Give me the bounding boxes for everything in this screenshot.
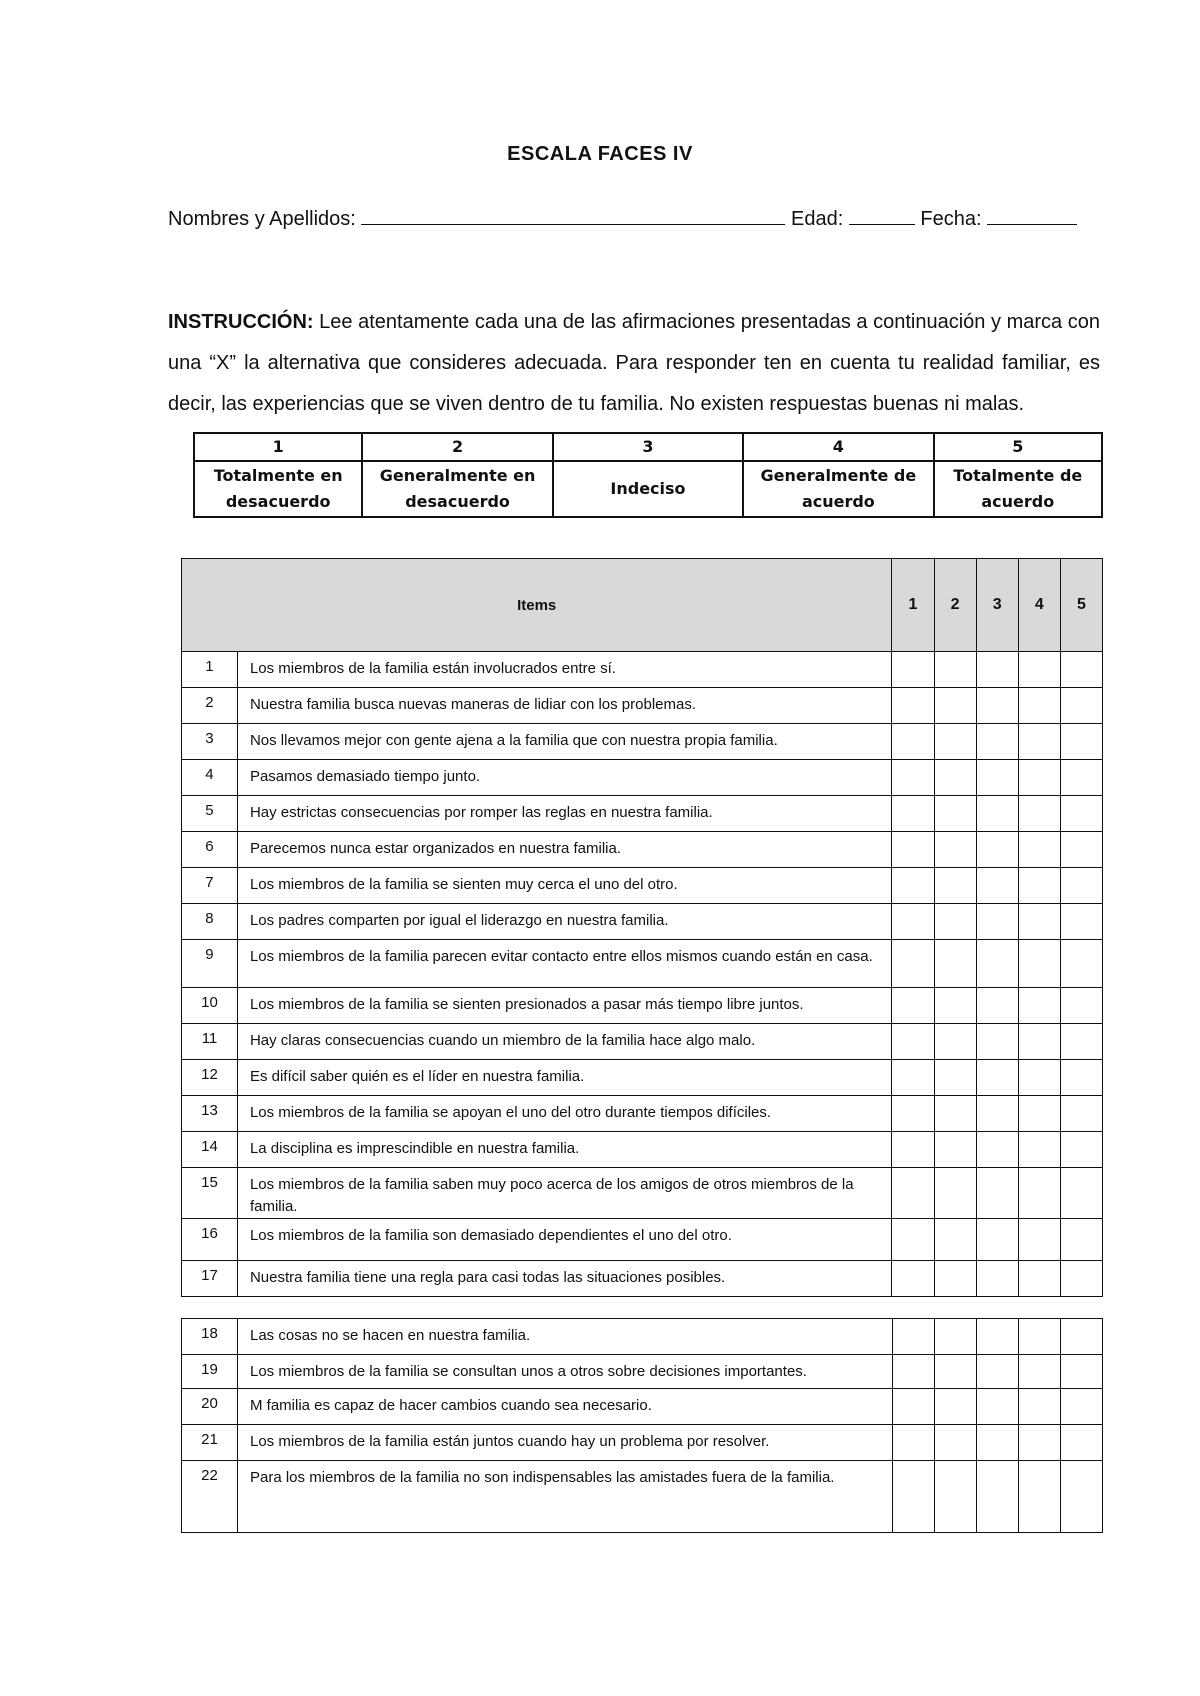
answer-box[interactable] — [977, 1425, 1019, 1461]
answer-box[interactable] — [977, 1389, 1019, 1425]
answer-box[interactable] — [892, 1096, 934, 1132]
item-row — [182, 940, 1103, 988]
item-text: Nuestra familia tiene una regla para casi todas las situaciones posibles. — [237, 1261, 891, 1297]
item-number: 19 — [182, 1355, 238, 1389]
item-row — [182, 832, 1103, 868]
response-scale-legend — [193, 432, 1103, 518]
answer-box[interactable] — [934, 1024, 976, 1060]
answer-box[interactable] — [1060, 724, 1102, 760]
answer-box[interactable] — [1018, 652, 1060, 688]
answer-box[interactable] — [1061, 1355, 1103, 1389]
item-text: Los padres comparten por igual el liderazgo en nuestra familia. — [237, 904, 891, 940]
item-text: Los miembros de la familia se apoyan el uno del otro durante tiempos difíciles. — [237, 1096, 891, 1132]
age-field[interactable] — [849, 208, 915, 225]
item-text: Los miembros de la familia se sienten presionados a pasar más tiempo libre juntos. — [237, 988, 891, 1024]
answer-box[interactable] — [934, 760, 976, 796]
instruction-paragraph — [168, 302, 1100, 425]
answer-box[interactable] — [1061, 1319, 1103, 1355]
page-title: ESCALA FACES IV — [507, 143, 693, 165]
answer-box[interactable] — [893, 1461, 935, 1533]
scale-number: 4 — [743, 433, 933, 461]
answer-box[interactable] — [934, 1132, 976, 1168]
scale-number: 2 — [362, 433, 552, 461]
item-row — [182, 1168, 1103, 1219]
answer-box[interactable] — [976, 760, 1018, 796]
answer-box[interactable] — [1060, 904, 1102, 940]
item-row — [182, 904, 1103, 940]
answer-box[interactable] — [893, 1355, 935, 1389]
answer-box[interactable] — [1019, 1461, 1061, 1533]
answer-box[interactable] — [1019, 1319, 1061, 1355]
column-header: 4 — [1018, 559, 1060, 652]
item-text: Los miembros de la familia están involucrados entre sí. — [237, 652, 891, 688]
answer-box[interactable] — [892, 724, 934, 760]
answer-box[interactable] — [1018, 988, 1060, 1024]
item-text: Hay estrictas consecuencias por romper las reglas en nuestra familia. — [237, 796, 891, 832]
item-text: Pasamos demasiado tiempo junto. — [237, 760, 891, 796]
items-table-continued — [181, 1318, 1103, 1533]
answer-box[interactable] — [1060, 940, 1102, 988]
scale-label: Totalmente en desacuerdo — [194, 461, 362, 517]
answer-box[interactable] — [1060, 832, 1102, 868]
item-row — [182, 1389, 1103, 1425]
scale-label: Totalmente de acuerdo — [934, 461, 1102, 517]
answer-box[interactable] — [1018, 796, 1060, 832]
item-text: Es difícil saber quién es el líder en nuestra familia. — [237, 1060, 891, 1096]
answer-box[interactable] — [892, 1060, 934, 1096]
answer-box[interactable] — [1019, 1389, 1061, 1425]
item-row — [182, 1060, 1103, 1096]
answer-box[interactable] — [1060, 652, 1102, 688]
scale-number: 5 — [934, 433, 1102, 461]
answer-box[interactable] — [977, 1461, 1019, 1533]
item-number: 11 — [182, 1024, 238, 1060]
item-row — [182, 988, 1103, 1024]
answer-box[interactable] — [892, 760, 934, 796]
item-number: 14 — [182, 1132, 238, 1168]
item-number: 18 — [182, 1319, 238, 1355]
answer-box[interactable] — [934, 688, 976, 724]
answer-box[interactable] — [1018, 1096, 1060, 1132]
item-text: Los miembros de la familia se sienten muy cerca el uno del otro. — [237, 868, 891, 904]
answer-box[interactable] — [934, 1168, 976, 1219]
item-number: 16 — [182, 1219, 238, 1261]
answer-box[interactable] — [892, 1132, 934, 1168]
answer-box[interactable] — [934, 868, 976, 904]
item-text: Nuestra familia busca nuevas maneras de lidiar con los problemas. — [237, 688, 891, 724]
answer-box[interactable] — [976, 1219, 1018, 1261]
item-number: 7 — [182, 868, 238, 904]
age-label: Edad: — [791, 208, 844, 230]
item-number: 20 — [182, 1389, 238, 1425]
items-header-row — [182, 559, 1103, 652]
item-text: Los miembros de la familia se consultan unos a otros sobre decisiones importantes. — [238, 1355, 893, 1389]
item-text: Para los miembros de la familia no son indispensables las amistades fuera de la familia. — [238, 1461, 893, 1533]
answer-box[interactable] — [934, 832, 976, 868]
scale-number: 1 — [194, 433, 362, 461]
answer-box[interactable] — [892, 652, 934, 688]
item-text: Los miembros de la familia son demasiado dependientes el uno del otro. — [237, 1219, 891, 1261]
item-number: 15 — [182, 1168, 238, 1219]
item-row — [182, 1096, 1103, 1132]
instruction-label: INSTRUCCIÓN: — [168, 311, 314, 333]
date-label: Fecha: — [920, 208, 982, 230]
item-text: La disciplina es imprescindible en nuestra familia. — [237, 1132, 891, 1168]
column-header: 5 — [1060, 559, 1102, 652]
item-number: 17 — [182, 1261, 238, 1297]
answer-box[interactable] — [1060, 688, 1102, 724]
item-row — [182, 1261, 1103, 1297]
answer-box[interactable] — [1060, 760, 1102, 796]
answer-box[interactable] — [934, 724, 976, 760]
answer-box[interactable] — [976, 688, 1018, 724]
answer-box[interactable] — [892, 940, 934, 988]
column-header: 2 — [934, 559, 976, 652]
item-row — [182, 1319, 1103, 1355]
answer-box[interactable] — [892, 1219, 934, 1261]
answer-box[interactable] — [1018, 1168, 1060, 1219]
answer-box[interactable] — [934, 652, 976, 688]
answer-box[interactable] — [1060, 1060, 1102, 1096]
answer-box[interactable] — [976, 904, 1018, 940]
answer-box[interactable] — [935, 1389, 977, 1425]
item-number: 22 — [182, 1461, 238, 1533]
item-row — [182, 868, 1103, 904]
answer-box[interactable] — [1019, 1355, 1061, 1389]
answer-box[interactable] — [934, 1060, 976, 1096]
answer-box[interactable] — [1018, 724, 1060, 760]
answer-box[interactable] — [892, 1261, 934, 1297]
answer-box[interactable] — [892, 1168, 934, 1219]
item-row — [182, 1132, 1103, 1168]
answer-box[interactable] — [893, 1319, 935, 1355]
answer-box[interactable] — [892, 868, 934, 904]
item-row — [182, 760, 1103, 796]
item-row — [182, 1355, 1103, 1389]
answer-box[interactable] — [976, 1096, 1018, 1132]
answer-box[interactable] — [934, 796, 976, 832]
answer-box[interactable] — [1018, 904, 1060, 940]
answer-box[interactable] — [1018, 1024, 1060, 1060]
answer-box[interactable] — [892, 832, 934, 868]
item-number: 10 — [182, 988, 238, 1024]
answer-box[interactable] — [1060, 796, 1102, 832]
scale-label: Generalmente de acuerdo — [743, 461, 933, 517]
answer-box[interactable] — [934, 904, 976, 940]
item-number: 9 — [182, 940, 238, 988]
item-row — [182, 1219, 1103, 1261]
item-row — [182, 1024, 1103, 1060]
answer-box[interactable] — [976, 1168, 1018, 1219]
answer-box[interactable] — [1060, 1261, 1102, 1297]
answer-box[interactable] — [892, 1024, 934, 1060]
item-number: 3 — [182, 724, 238, 760]
answer-box[interactable] — [1018, 688, 1060, 724]
answer-box[interactable] — [892, 988, 934, 1024]
answer-box[interactable] — [1061, 1461, 1103, 1533]
respondent-fields — [168, 208, 1077, 231]
answer-box[interactable] — [976, 1261, 1018, 1297]
column-header: 1 — [892, 559, 934, 652]
answer-box[interactable] — [1018, 1060, 1060, 1096]
date-field[interactable] — [987, 208, 1077, 225]
instruction-text: Lee atentamente cada una de las afirmaciones presentadas a continuación y marca con una “X” la alternativa que consideres adecuada. Para responder ten en cuenta tu realidad familiar, es decir, las experiencias que se viven dentro de tu familia. No existen respuestas buenas ni malas. — [168, 311, 1100, 415]
answer-box[interactable] — [976, 868, 1018, 904]
item-number: 8 — [182, 904, 238, 940]
answer-box[interactable] — [1061, 1389, 1103, 1425]
answer-box[interactable] — [976, 1024, 1018, 1060]
answer-box[interactable] — [934, 988, 976, 1024]
item-number: 13 — [182, 1096, 238, 1132]
scale-label: Indeciso — [553, 461, 743, 517]
item-text: Las cosas no se hacen en nuestra familia. — [238, 1319, 893, 1355]
answer-box[interactable] — [935, 1355, 977, 1389]
items-table — [181, 558, 1103, 1297]
item-row — [182, 796, 1103, 832]
answer-box[interactable] — [1019, 1425, 1061, 1461]
item-number: 12 — [182, 1060, 238, 1096]
answer-box[interactable] — [935, 1461, 977, 1533]
answer-box[interactable] — [1060, 1219, 1102, 1261]
answer-box[interactable] — [1018, 1132, 1060, 1168]
answer-box[interactable] — [1018, 868, 1060, 904]
column-header: 3 — [976, 559, 1018, 652]
answer-box[interactable] — [976, 832, 1018, 868]
answer-box[interactable] — [1018, 1219, 1060, 1261]
answer-box[interactable] — [935, 1319, 977, 1355]
item-number: 5 — [182, 796, 238, 832]
answer-box[interactable] — [976, 940, 1018, 988]
item-text: M familia es capaz de hacer cambios cuando sea necesario. — [238, 1389, 893, 1425]
answer-box[interactable] — [1060, 868, 1102, 904]
answer-box[interactable] — [1018, 760, 1060, 796]
items-header-label: Items — [182, 559, 892, 652]
answer-box[interactable] — [934, 1096, 976, 1132]
item-number: 21 — [182, 1425, 238, 1461]
name-field[interactable] — [361, 208, 785, 225]
item-number: 1 — [182, 652, 238, 688]
answer-box[interactable] — [1060, 988, 1102, 1024]
answer-box[interactable] — [976, 724, 1018, 760]
scale-number: 3 — [553, 433, 743, 461]
answer-box[interactable] — [976, 796, 1018, 832]
answer-box[interactable] — [893, 1425, 935, 1461]
item-row — [182, 724, 1103, 760]
item-text: Los miembros de la familia parecen evitar contacto entre ellos mismos cuando están en casa. — [237, 940, 891, 988]
answer-box[interactable] — [1060, 1024, 1102, 1060]
answer-box[interactable] — [934, 1261, 976, 1297]
answer-box[interactable] — [976, 652, 1018, 688]
answer-box[interactable] — [892, 688, 934, 724]
answer-box[interactable] — [1060, 1132, 1102, 1168]
answer-box[interactable] — [892, 796, 934, 832]
item-text: Parecemos nunca estar organizados en nuestra familia. — [237, 832, 891, 868]
answer-box[interactable] — [1018, 940, 1060, 988]
answer-box[interactable] — [977, 1319, 1019, 1355]
name-label: Nombres y Apellidos: — [168, 208, 356, 230]
item-number: 4 — [182, 760, 238, 796]
item-row — [182, 1461, 1103, 1533]
answer-box[interactable] — [893, 1389, 935, 1425]
answer-box[interactable] — [976, 1060, 1018, 1096]
item-number: 6 — [182, 832, 238, 868]
item-text: Hay claras consecuencias cuando un miembro de la familia hace algo malo. — [237, 1024, 891, 1060]
answer-box[interactable] — [934, 1219, 976, 1261]
item-text: Los miembros de la familia están juntos cuando hay un problema por resolver. — [238, 1425, 893, 1461]
answer-box[interactable] — [1018, 1261, 1060, 1297]
item-row — [182, 652, 1103, 688]
item-row — [182, 1425, 1103, 1461]
answer-box[interactable] — [935, 1425, 977, 1461]
answer-box[interactable] — [977, 1355, 1019, 1389]
item-number: 2 — [182, 688, 238, 724]
answer-box[interactable] — [1018, 832, 1060, 868]
item-text: Nos llevamos mejor con gente ajena a la familia que con nuestra propia familia. — [237, 724, 891, 760]
item-row — [182, 688, 1103, 724]
item-text: Los miembros de la familia saben muy poco acerca de los amigos de otros miembros de la familia. — [237, 1168, 891, 1219]
answer-box[interactable] — [892, 904, 934, 940]
answer-box[interactable] — [934, 940, 976, 988]
scale-label: Generalmente en desacuerdo — [362, 461, 552, 517]
answer-box[interactable] — [976, 1132, 1018, 1168]
answer-box[interactable] — [1061, 1425, 1103, 1461]
answer-box[interactable] — [976, 988, 1018, 1024]
answer-box[interactable] — [1060, 1168, 1102, 1219]
answer-box[interactable] — [1060, 1096, 1102, 1132]
